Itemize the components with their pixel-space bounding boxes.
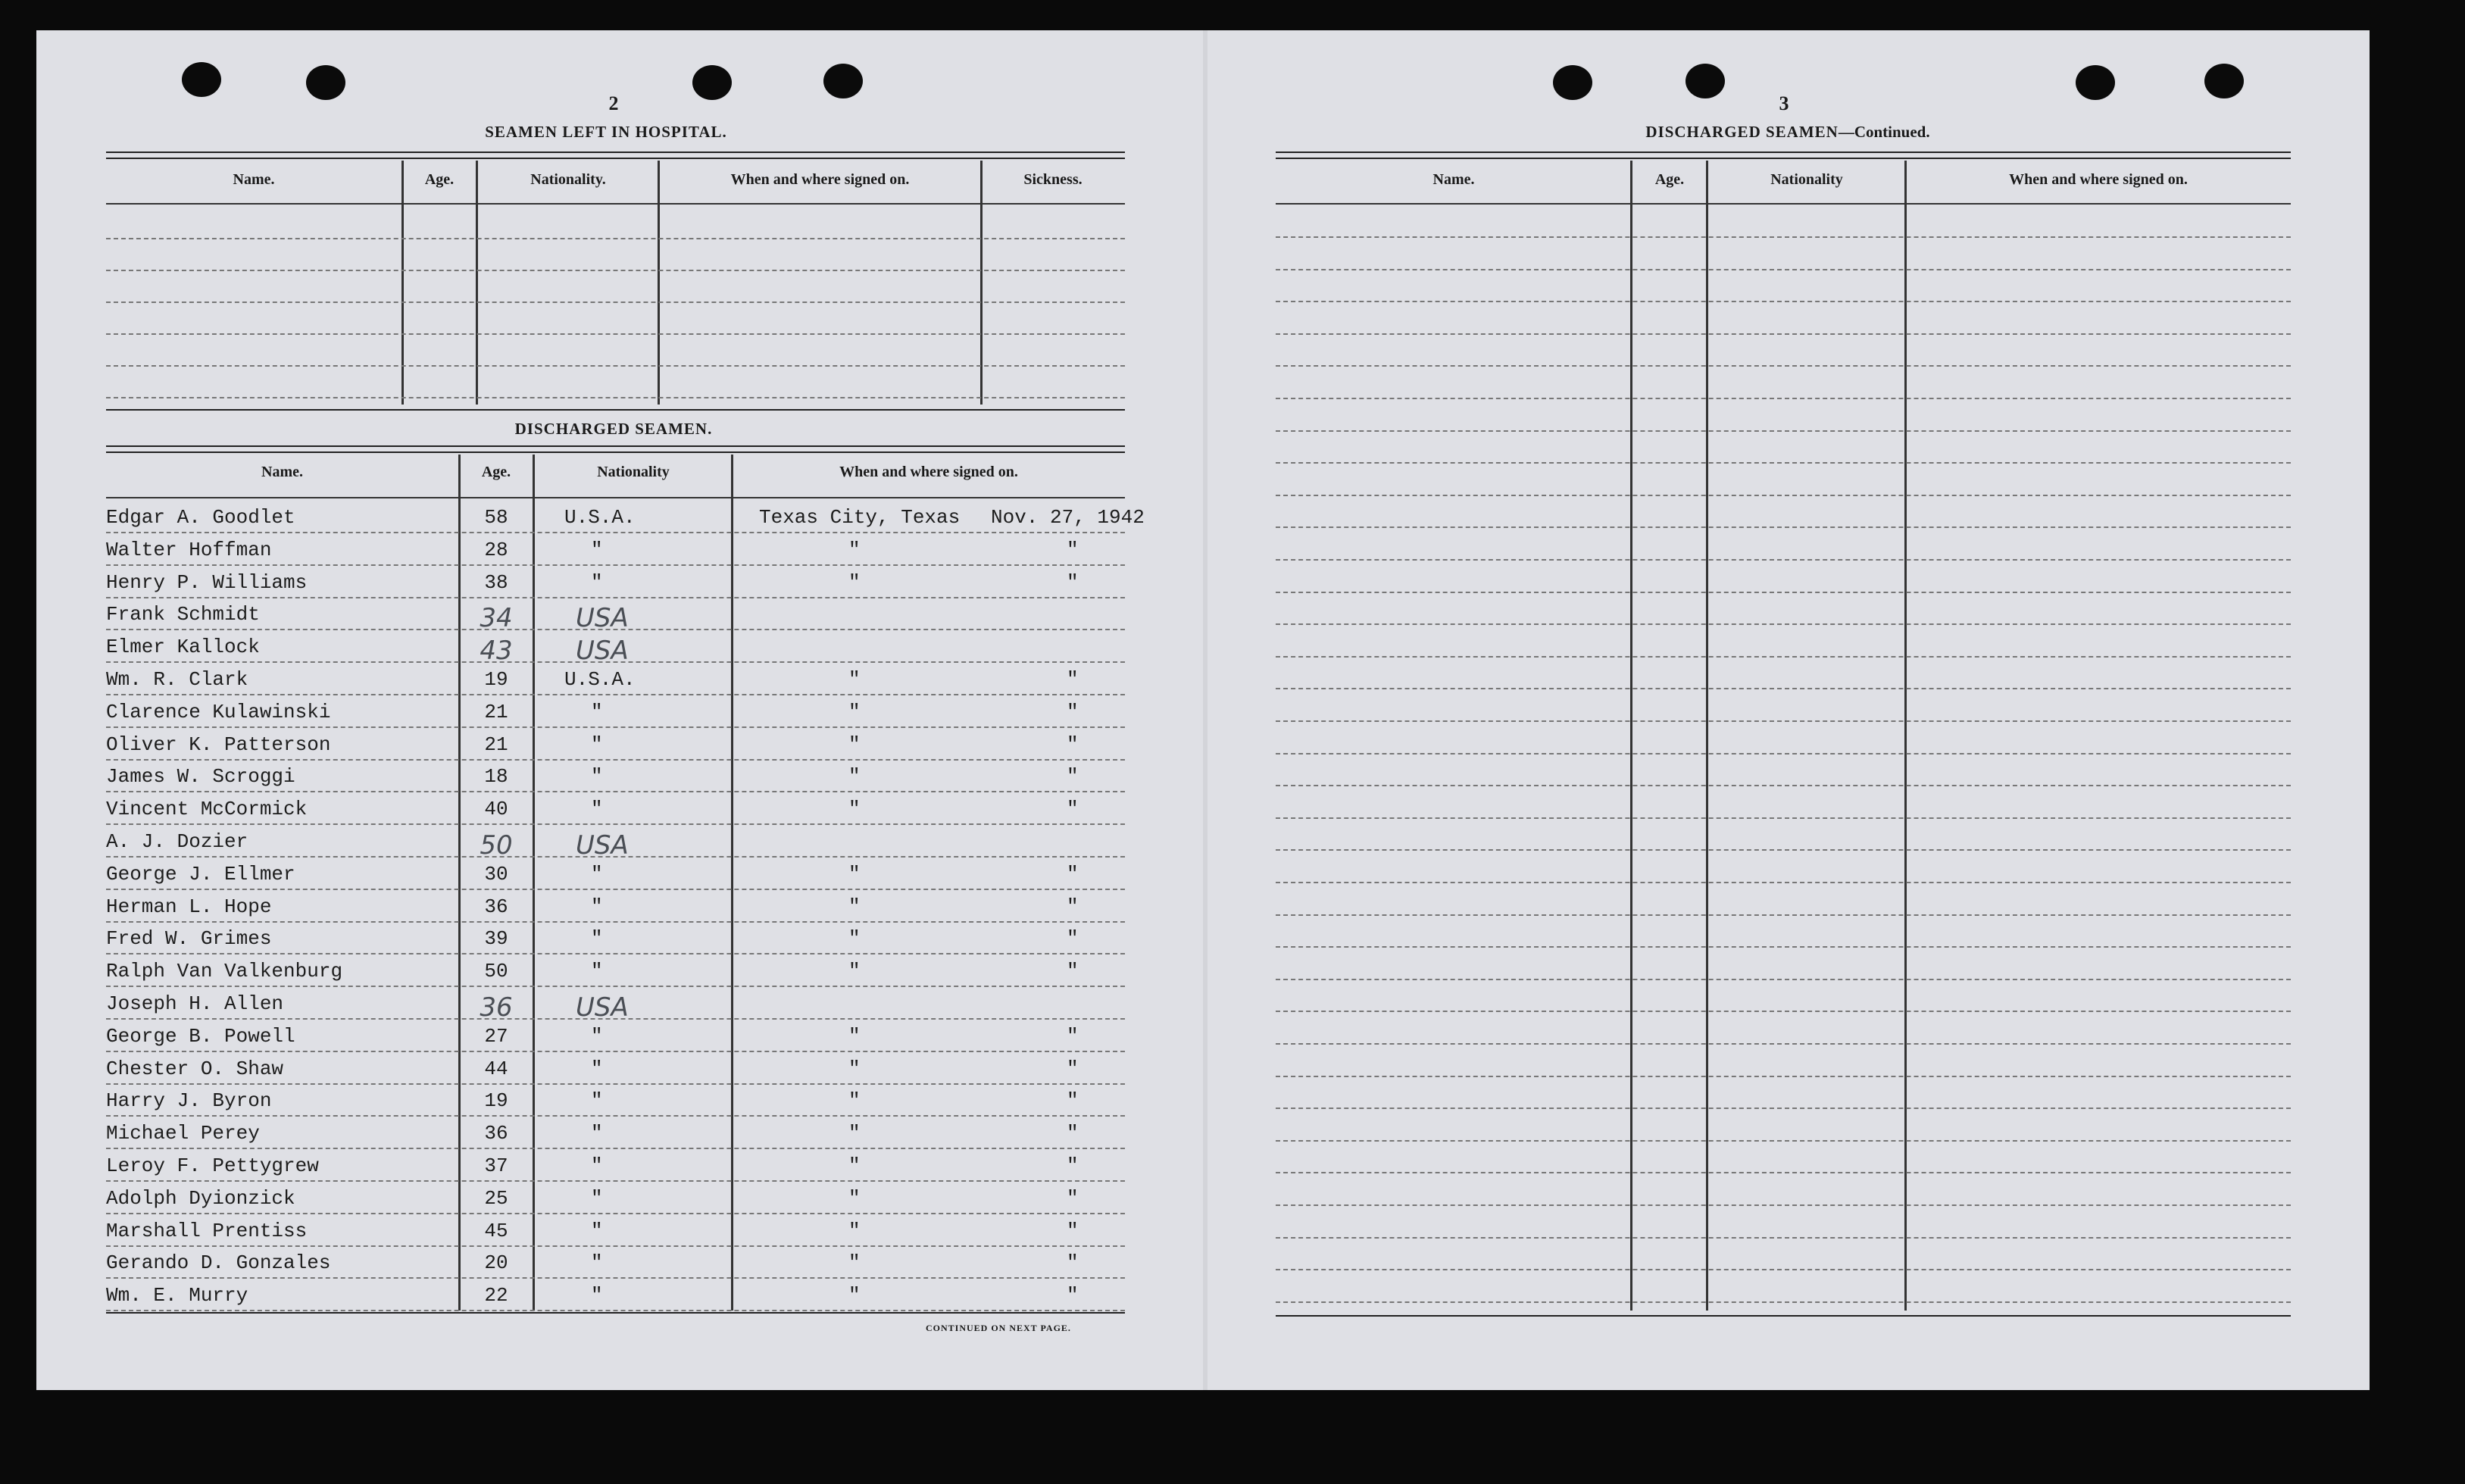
entry-line	[106, 1051, 1125, 1052]
entry-line	[106, 1310, 1125, 1311]
signed-on-date: "	[1067, 927, 1079, 951]
punch-hole	[823, 64, 863, 98]
entry-line	[106, 889, 1125, 890]
entry-line	[106, 1245, 1125, 1247]
column-divider	[980, 161, 983, 405]
seaman-name: Wm. R. Clark	[106, 668, 248, 691]
entry-line	[106, 1148, 1125, 1149]
entry-line	[106, 856, 1125, 858]
signed-on-date: "	[1067, 1154, 1079, 1177]
signed-on-date: "	[1067, 895, 1079, 918]
entry-line	[106, 1018, 1125, 1020]
seaman-age: 39	[484, 927, 508, 951]
signed-on-place: "	[848, 927, 861, 951]
entry-line	[106, 921, 1125, 923]
signed-on-date: Nov. 27, 1942	[991, 506, 1145, 529]
blank-entry-line	[1276, 495, 2291, 496]
blank-entry-line	[1276, 301, 2291, 302]
page-number: 3	[1779, 92, 1789, 114]
blank-entry-line	[1276, 1237, 2291, 1239]
signed-on-date: "	[1067, 1284, 1079, 1307]
seaman-name: Fred W. Grimes	[106, 927, 272, 951]
seaman-age: 50	[480, 830, 513, 861]
seaman-name: Harry J. Byron	[106, 1089, 272, 1113]
seaman-age: 34	[480, 603, 513, 634]
blank-entry-line	[1276, 430, 2291, 432]
seaman-nationality: "	[591, 895, 603, 918]
seaman-name: A. J. Dozier	[106, 830, 248, 853]
seaman-age: 36	[484, 1122, 508, 1145]
blank-entry-line	[1276, 882, 2291, 883]
blank-entry-line	[1276, 1301, 2291, 1303]
signed-on-place: "	[848, 538, 861, 561]
seaman-nationality: "	[591, 733, 603, 756]
entry-line	[106, 661, 1125, 663]
entry-line	[106, 564, 1125, 566]
column-header-sickness: Sickness.	[1023, 171, 1083, 188]
punch-hole	[1553, 65, 1592, 100]
blank-entry-line	[106, 365, 1125, 367]
blank-entry-line	[1276, 1269, 2291, 1270]
signed-on-place: Texas City, Texas	[759, 506, 961, 529]
signed-on-place: "	[848, 798, 861, 821]
seaman-age: 25	[484, 1186, 508, 1210]
rule	[106, 158, 1125, 159]
seaman-name: James W. Scroggi	[106, 765, 295, 789]
seaman-nationality: "	[591, 700, 603, 723]
blank-entry-line	[1276, 1108, 2291, 1109]
signed-on-date: "	[1067, 862, 1079, 886]
signed-on-place: "	[848, 1284, 861, 1307]
signed-on-place: "	[848, 700, 861, 723]
signed-on-date: "	[1067, 1089, 1079, 1113]
rule	[106, 497, 1125, 498]
signed-on-date: "	[1067, 765, 1079, 789]
seaman-name: Joseph H. Allen	[106, 992, 284, 1015]
seaman-name: George B. Powell	[106, 1024, 295, 1048]
seaman-name: Oliver K. Patterson	[106, 733, 331, 756]
discharged-continued-title	[1553, 123, 2023, 142]
seaman-age: 19	[484, 1089, 508, 1113]
seaman-age: 50	[484, 960, 508, 983]
punch-hole	[1686, 64, 1725, 98]
seaman-age: 58	[484, 506, 508, 529]
column-header-nationality: Nationality	[597, 464, 670, 480]
seaman-age: 45	[484, 1219, 508, 1242]
blank-entry-line	[1276, 914, 2291, 916]
seaman-age: 22	[484, 1284, 508, 1307]
signed-on-place: "	[848, 1251, 861, 1275]
blank-entry-line	[1276, 462, 2291, 464]
blank-entry-line	[106, 397, 1125, 398]
seaman-name: Frank Schmidt	[106, 603, 260, 626]
column-header-nationality: Nationality	[1770, 171, 1843, 188]
blank-entry-line	[1276, 526, 2291, 528]
signed-on-place: "	[848, 668, 861, 691]
entry-line	[106, 1180, 1125, 1182]
seaman-age: 19	[484, 668, 508, 691]
seaman-nationality: "	[591, 1057, 603, 1080]
blank-entry-line	[1276, 1011, 2291, 1012]
seaman-nationality: "	[591, 570, 603, 594]
column-header-signed-on: When and where signed on.	[839, 464, 1018, 480]
entry-line	[106, 629, 1125, 630]
seaman-nationality: "	[591, 1251, 603, 1275]
rule	[106, 409, 1125, 411]
seaman-nationality: USA	[576, 992, 629, 1023]
seaman-age: 37	[484, 1154, 508, 1177]
blank-entry-line	[1276, 817, 2291, 819]
blank-entry-line	[106, 333, 1125, 335]
blank-entry-line	[1276, 1140, 2291, 1142]
signed-on-place: "	[848, 570, 861, 594]
entry-line	[106, 791, 1125, 792]
seaman-nationality: "	[591, 798, 603, 821]
entry-line	[106, 1083, 1125, 1085]
signed-on-place: "	[848, 1154, 861, 1177]
seaman-age: 38	[484, 570, 508, 594]
entry-line	[106, 823, 1125, 825]
column-divider	[658, 161, 660, 405]
seaman-nationality: USA	[576, 603, 629, 634]
signed-on-date: "	[1067, 798, 1079, 821]
signed-on-place: "	[848, 1186, 861, 1210]
blank-entry-line	[1276, 592, 2291, 593]
seaman-name: George J. Ellmer	[106, 862, 295, 886]
rule	[1276, 158, 2291, 159]
column-header-signed-on: When and where signed on.	[2009, 171, 2188, 188]
punch-hole	[692, 65, 732, 100]
entry-line	[106, 1213, 1125, 1214]
signed-on-date: "	[1067, 570, 1079, 594]
seaman-nationality: "	[591, 1024, 603, 1048]
punch-hole	[2204, 64, 2244, 98]
rule	[106, 1312, 1125, 1314]
entry-line	[106, 1115, 1125, 1117]
signed-on-date: "	[1067, 1057, 1079, 1080]
seaman-age: 18	[484, 765, 508, 789]
seaman-nationality: USA	[576, 636, 629, 667]
seaman-name: Herman L. Hope	[106, 895, 272, 918]
rule	[106, 445, 1125, 447]
signed-on-date: "	[1067, 1186, 1079, 1210]
signed-on-date: "	[1067, 1251, 1079, 1275]
seaman-nationality: "	[591, 1154, 603, 1177]
signed-on-date: "	[1067, 1024, 1079, 1048]
blank-entry-line	[1276, 1204, 2291, 1206]
entry-line	[106, 953, 1125, 954]
seaman-nationality: "	[591, 1284, 603, 1307]
seaman-age: 28	[484, 538, 508, 561]
signed-on-place: "	[848, 1057, 861, 1080]
column-header-name: Name.	[261, 464, 303, 480]
seaman-name: Michael Perey	[106, 1122, 260, 1145]
rule	[106, 451, 1125, 453]
signed-on-place: "	[848, 1122, 861, 1145]
seaman-age: 27	[484, 1024, 508, 1048]
blank-entry-line	[1276, 688, 2291, 689]
rule	[1276, 152, 2291, 153]
seaman-nationality: "	[591, 1186, 603, 1210]
seaman-age: 20	[484, 1251, 508, 1275]
signed-on-date: "	[1067, 700, 1079, 723]
seaman-name: Edgar A. Goodlet	[106, 506, 295, 529]
blank-entry-line	[1276, 656, 2291, 658]
blank-entry-line	[106, 238, 1125, 239]
continued-note: CONTINUED ON NEXT PAGE.	[926, 1323, 1071, 1333]
signed-on-place: "	[848, 765, 861, 789]
entry-line	[106, 759, 1125, 761]
blank-entry-line	[1276, 785, 2291, 786]
seaman-nationality: "	[591, 538, 603, 561]
column-divider	[476, 161, 478, 405]
seaman-name: Vincent McCormick	[106, 798, 308, 821]
column-header-age: Age.	[481, 464, 511, 480]
entry-line	[106, 1277, 1125, 1279]
column-header-signed-on: When and where signed on.	[730, 171, 910, 188]
seaman-nationality: "	[591, 765, 603, 789]
blank-entry-line	[1276, 365, 2291, 367]
seaman-age: 43	[480, 636, 513, 667]
seaman-name: Clarence Kulawinski	[106, 700, 331, 723]
seaman-name: Leroy F. Pettygrew	[106, 1154, 319, 1177]
blank-entry-line	[1276, 1076, 2291, 1077]
seaman-age: 21	[484, 733, 508, 756]
column-header-name: Name.	[1432, 171, 1475, 188]
column-header-name: Name.	[233, 171, 275, 188]
seaman-age: 40	[484, 798, 508, 821]
seaman-nationality: "	[591, 1219, 603, 1242]
signed-on-place: "	[848, 862, 861, 886]
signed-on-date: "	[1067, 960, 1079, 983]
title-suffix: —Continued.	[1838, 123, 1930, 141]
discharged-section-title: DISCHARGED SEAMEN.	[514, 420, 713, 438]
seaman-age: 36	[480, 992, 513, 1023]
seaman-name: Adolph Dyionzick	[106, 1186, 295, 1210]
blank-entry-line	[1276, 753, 2291, 754]
seaman-name: Wm. E. Murry	[106, 1284, 248, 1307]
title-text: DISCHARGED SEAMEN	[1645, 123, 1839, 141]
signed-on-date: "	[1067, 1219, 1079, 1242]
column-header-age: Age.	[424, 171, 455, 188]
blank-entry-line	[1276, 623, 2291, 625]
punch-hole	[182, 62, 221, 97]
seaman-age: 36	[484, 895, 508, 918]
seaman-nationality: "	[591, 1089, 603, 1113]
rule	[106, 152, 1125, 153]
seaman-nationality: U.S.A.	[564, 506, 636, 529]
rule	[1276, 203, 2291, 205]
hospital-section-title: SEAMEN LEFT IN HOSPITAL.	[485, 123, 727, 141]
seaman-nationality: U.S.A.	[564, 668, 636, 691]
seaman-age: 30	[484, 862, 508, 886]
blank-entry-line	[1276, 398, 2291, 399]
signed-on-place: "	[848, 895, 861, 918]
seaman-name: Gerando D. Gonzales	[106, 1251, 331, 1275]
seaman-name: Chester O. Shaw	[106, 1057, 284, 1080]
signed-on-place: "	[848, 1089, 861, 1113]
seaman-name: Marshall Prentiss	[106, 1219, 308, 1242]
entry-line	[106, 726, 1125, 728]
seaman-age: 44	[484, 1057, 508, 1080]
punch-hole	[306, 65, 345, 100]
seaman-name: Walter Hoffman	[106, 538, 272, 561]
seaman-name: Elmer Kallock	[106, 636, 260, 659]
blank-entry-line	[1276, 559, 2291, 561]
rule	[106, 203, 1125, 205]
seaman-nationality: USA	[576, 830, 629, 861]
signed-on-place: "	[848, 960, 861, 983]
column-header-nationality: Nationality.	[530, 171, 606, 188]
blank-entry-line	[1276, 236, 2291, 238]
signed-on-place: "	[848, 1219, 861, 1242]
entry-line	[106, 532, 1125, 533]
blank-entry-line	[1276, 269, 2291, 270]
blank-entry-line	[106, 301, 1125, 303]
blank-entry-line	[1276, 849, 2291, 851]
blank-entry-line	[1276, 720, 2291, 722]
column-header-age: Age.	[1654, 171, 1685, 188]
seaman-name: Henry P. Williams	[106, 570, 308, 594]
page-number: 2	[608, 92, 619, 114]
seaman-nationality: "	[591, 862, 603, 886]
seaman-name: Ralph Van Valkenburg	[106, 960, 343, 983]
seaman-nationality: "	[591, 960, 603, 983]
entry-line	[106, 694, 1125, 695]
rule	[1276, 1315, 2291, 1317]
blank-entry-line	[1276, 946, 2291, 948]
entry-line	[106, 986, 1125, 987]
signed-on-place: "	[848, 733, 861, 756]
blank-entry-line	[1276, 1172, 2291, 1173]
signed-on-place: "	[848, 1024, 861, 1048]
signed-on-date: "	[1067, 1122, 1079, 1145]
entry-line	[106, 597, 1125, 598]
seaman-age: 21	[484, 700, 508, 723]
blank-entry-line	[1276, 333, 2291, 335]
blank-entry-line	[1276, 1043, 2291, 1045]
punch-hole	[2076, 65, 2115, 100]
signed-on-date: "	[1067, 538, 1079, 561]
signed-on-date: "	[1067, 733, 1079, 756]
seaman-nationality: "	[591, 1122, 603, 1145]
blank-entry-line	[1276, 979, 2291, 980]
seaman-nationality: "	[591, 927, 603, 951]
blank-entry-line	[106, 270, 1125, 271]
column-divider	[401, 161, 404, 405]
signed-on-date: "	[1067, 668, 1079, 691]
